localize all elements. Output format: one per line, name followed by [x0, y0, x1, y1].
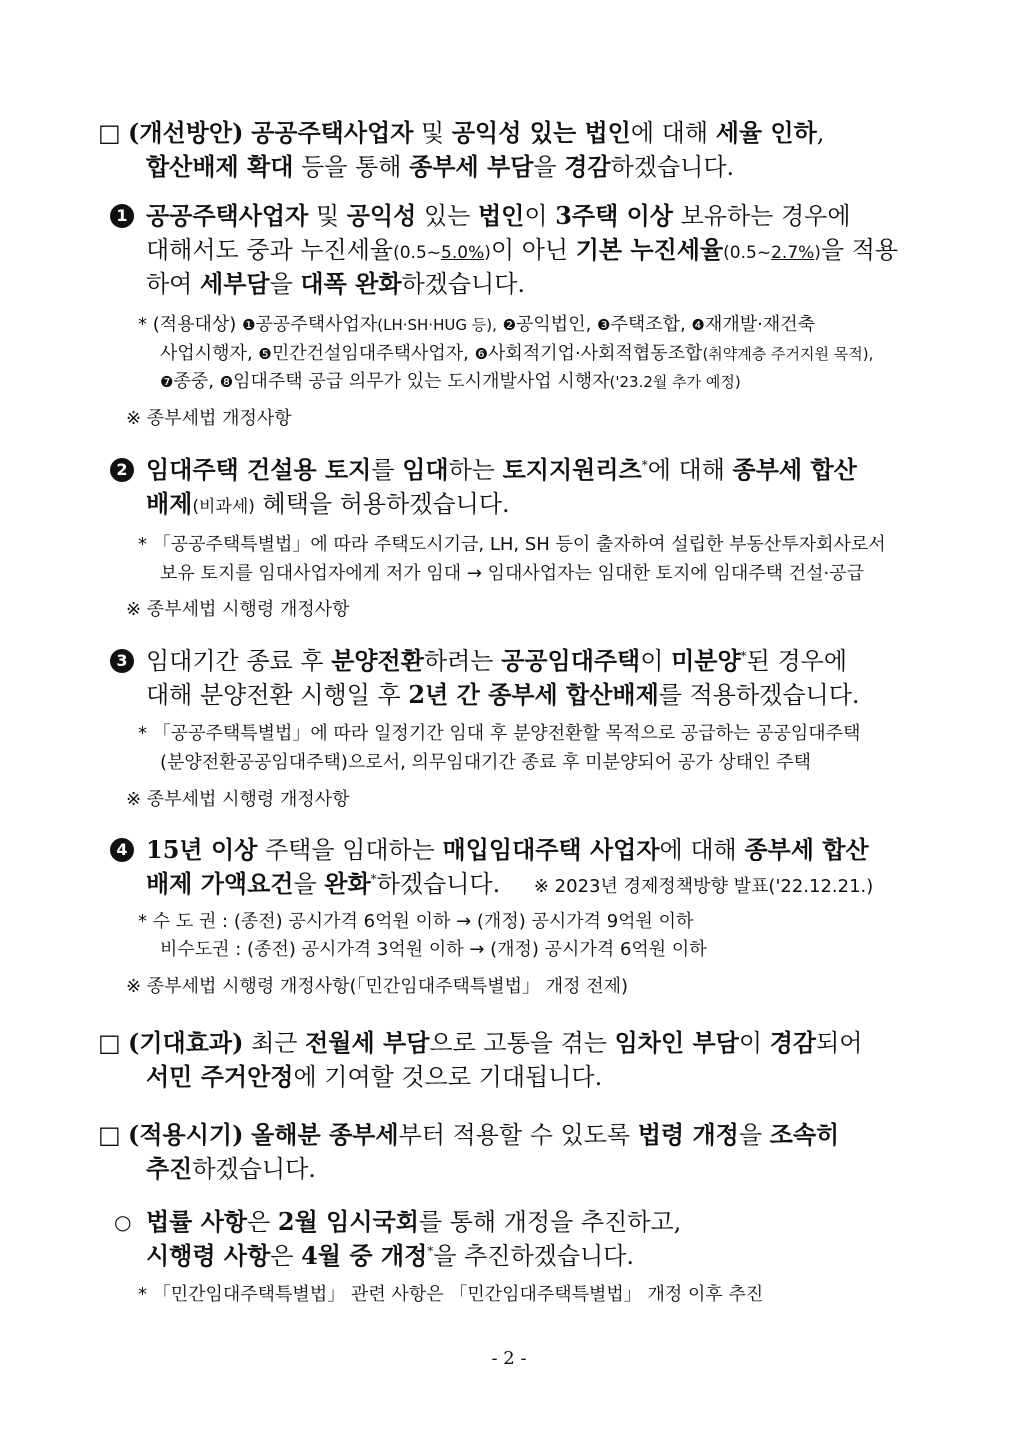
item-line: 배제(비과세) 혜택을 허용하겠습니다. — [146, 489, 510, 518]
section-line: 합산배제 확대 등을 통해 종부세 부담을 경감하겠습니다. — [146, 152, 735, 181]
number-4-icon: 4 — [110, 838, 134, 862]
footnote-line: 비수도권 : (종전) 공시가격 3억원 이하 → (개정) 공시가격 6억원 이하 — [160, 939, 707, 960]
footnote-line: * 「공공주택특별법」에 따라 일정기간 임대 후 분양전환할 목적으로 공급하는 공공임대주택 — [138, 723, 861, 744]
item-line: 임대주택 건설용 토지를 임대하는 토지지원리츠*에 대해 종부세 합산 — [146, 455, 857, 484]
item-line: 대해 분양전환 시행일 후 2년 간 종부세 합산배제를 적용하겠습니다. — [146, 680, 860, 709]
law-reference: ※ 종부세법 시행령 개정사항 — [126, 599, 350, 620]
section-line: 법률 사항은 2월 임시국회를 통해 개정을 추진하고, — [146, 1207, 682, 1236]
law-reference: ※ 종부세법 시행령 개정사항(「민간임대주택특별법」 개정 전제) — [126, 976, 629, 997]
number-1-icon: 1 — [110, 204, 134, 228]
square-bullet-icon: □ — [98, 1121, 121, 1149]
footnote-line: * (적용대상) ❶공공주택사업자(LH·SH·HUG 등), ❷공익법인, ❸주택조합, ❹재개발·재건축 — [138, 314, 816, 335]
footnote-line: 사업시행자, ❺민간건설임대주택사업자, ❻사회적기업·사회적협동조합(취약계층 주거지원 목적), — [160, 343, 874, 364]
section-line: (개선방안) 공공주택사업자 및 공익성 있는 법인에 대해 세율 인하, — [128, 118, 825, 147]
section-line: (적용시기) 올해분 종부세부터 적용할 수 있도록 법령 개정을 조속히 — [128, 1120, 840, 1149]
number-2-icon: 2 — [110, 458, 134, 482]
law-reference: ※ 종부세법 개정사항 — [126, 408, 292, 429]
footnote-line: * 「공공주택특별법」에 따라 주택도시기금, LH, SH 등이 출자하여 설립한 부동산투자회사로서 — [138, 534, 886, 555]
item-line: 공공주택사업자 및 공익성 있는 법인이 3주택 이상 보유하는 경우에 — [146, 201, 851, 230]
item-line: 15년 이상 주택을 임대하는 매입임대주택 사업자에 대해 종부세 합산 — [146, 835, 869, 864]
item-line: 하여 세부담을 대폭 완화하겠습니다. — [146, 269, 526, 298]
page-number: - 2 - — [491, 1348, 527, 1369]
footnote-line: ❼종중, ❽임대주택 공급 의무가 있는 도시개발사업 시행자('23.2월 추가 예정) — [160, 371, 741, 392]
circle-bullet-icon: ○ — [114, 1210, 132, 1234]
section-line: 시행령 사항은 4월 중 개정*을 추진하겠습니다. — [146, 1241, 634, 1270]
law-reference: ※ 종부세법 시행령 개정사항 — [126, 789, 350, 810]
section-line: 추진하겠습니다. — [146, 1154, 316, 1183]
item-line: 배제 가액요건을 완화*하겠습니다. ※ 2023년 경제정책방향 발표('22.12.21.) — [146, 869, 874, 898]
square-bullet-icon: □ — [98, 119, 121, 147]
footnote-line: * 「민간임대주택특별법」 관련 사항은 「민간임대주택특별법」 개정 이후 추진 — [138, 1284, 764, 1305]
footnote-line: (분양전환공공임대주택)으로서, 의무임대기간 종료 후 미분양되어 공가 상태인 주택 — [160, 752, 812, 773]
footnote-line: * 수 도 권 : (종전) 공시가격 6억원 이하 → (개정) 공시가격 9억원 이하 — [138, 911, 694, 932]
section-line: 서민 주거안정에 기여할 것으로 기대됩니다. — [146, 1062, 603, 1091]
item-line: 임대기간 종료 후 분양전환하려는 공공임대주택이 미분양*된 경우에 — [146, 646, 848, 675]
number-3-icon: 3 — [110, 649, 134, 673]
section-line: (기대효과) 최근 전월세 부담으로 고통을 겪는 임차인 부담이 경감되어 — [128, 1028, 863, 1057]
square-bullet-icon: □ — [98, 1029, 121, 1057]
item-line: 대해서도 중과 누진세율(0.5~5.0%)이 아닌 기본 누진세율(0.5~2.7%)을 적용 — [146, 235, 899, 264]
footnote-line: 보유 토지를 임대사업자에게 저가 임대 → 임대사업자는 임대한 토지에 임대주택 건설·공급 — [160, 563, 864, 584]
